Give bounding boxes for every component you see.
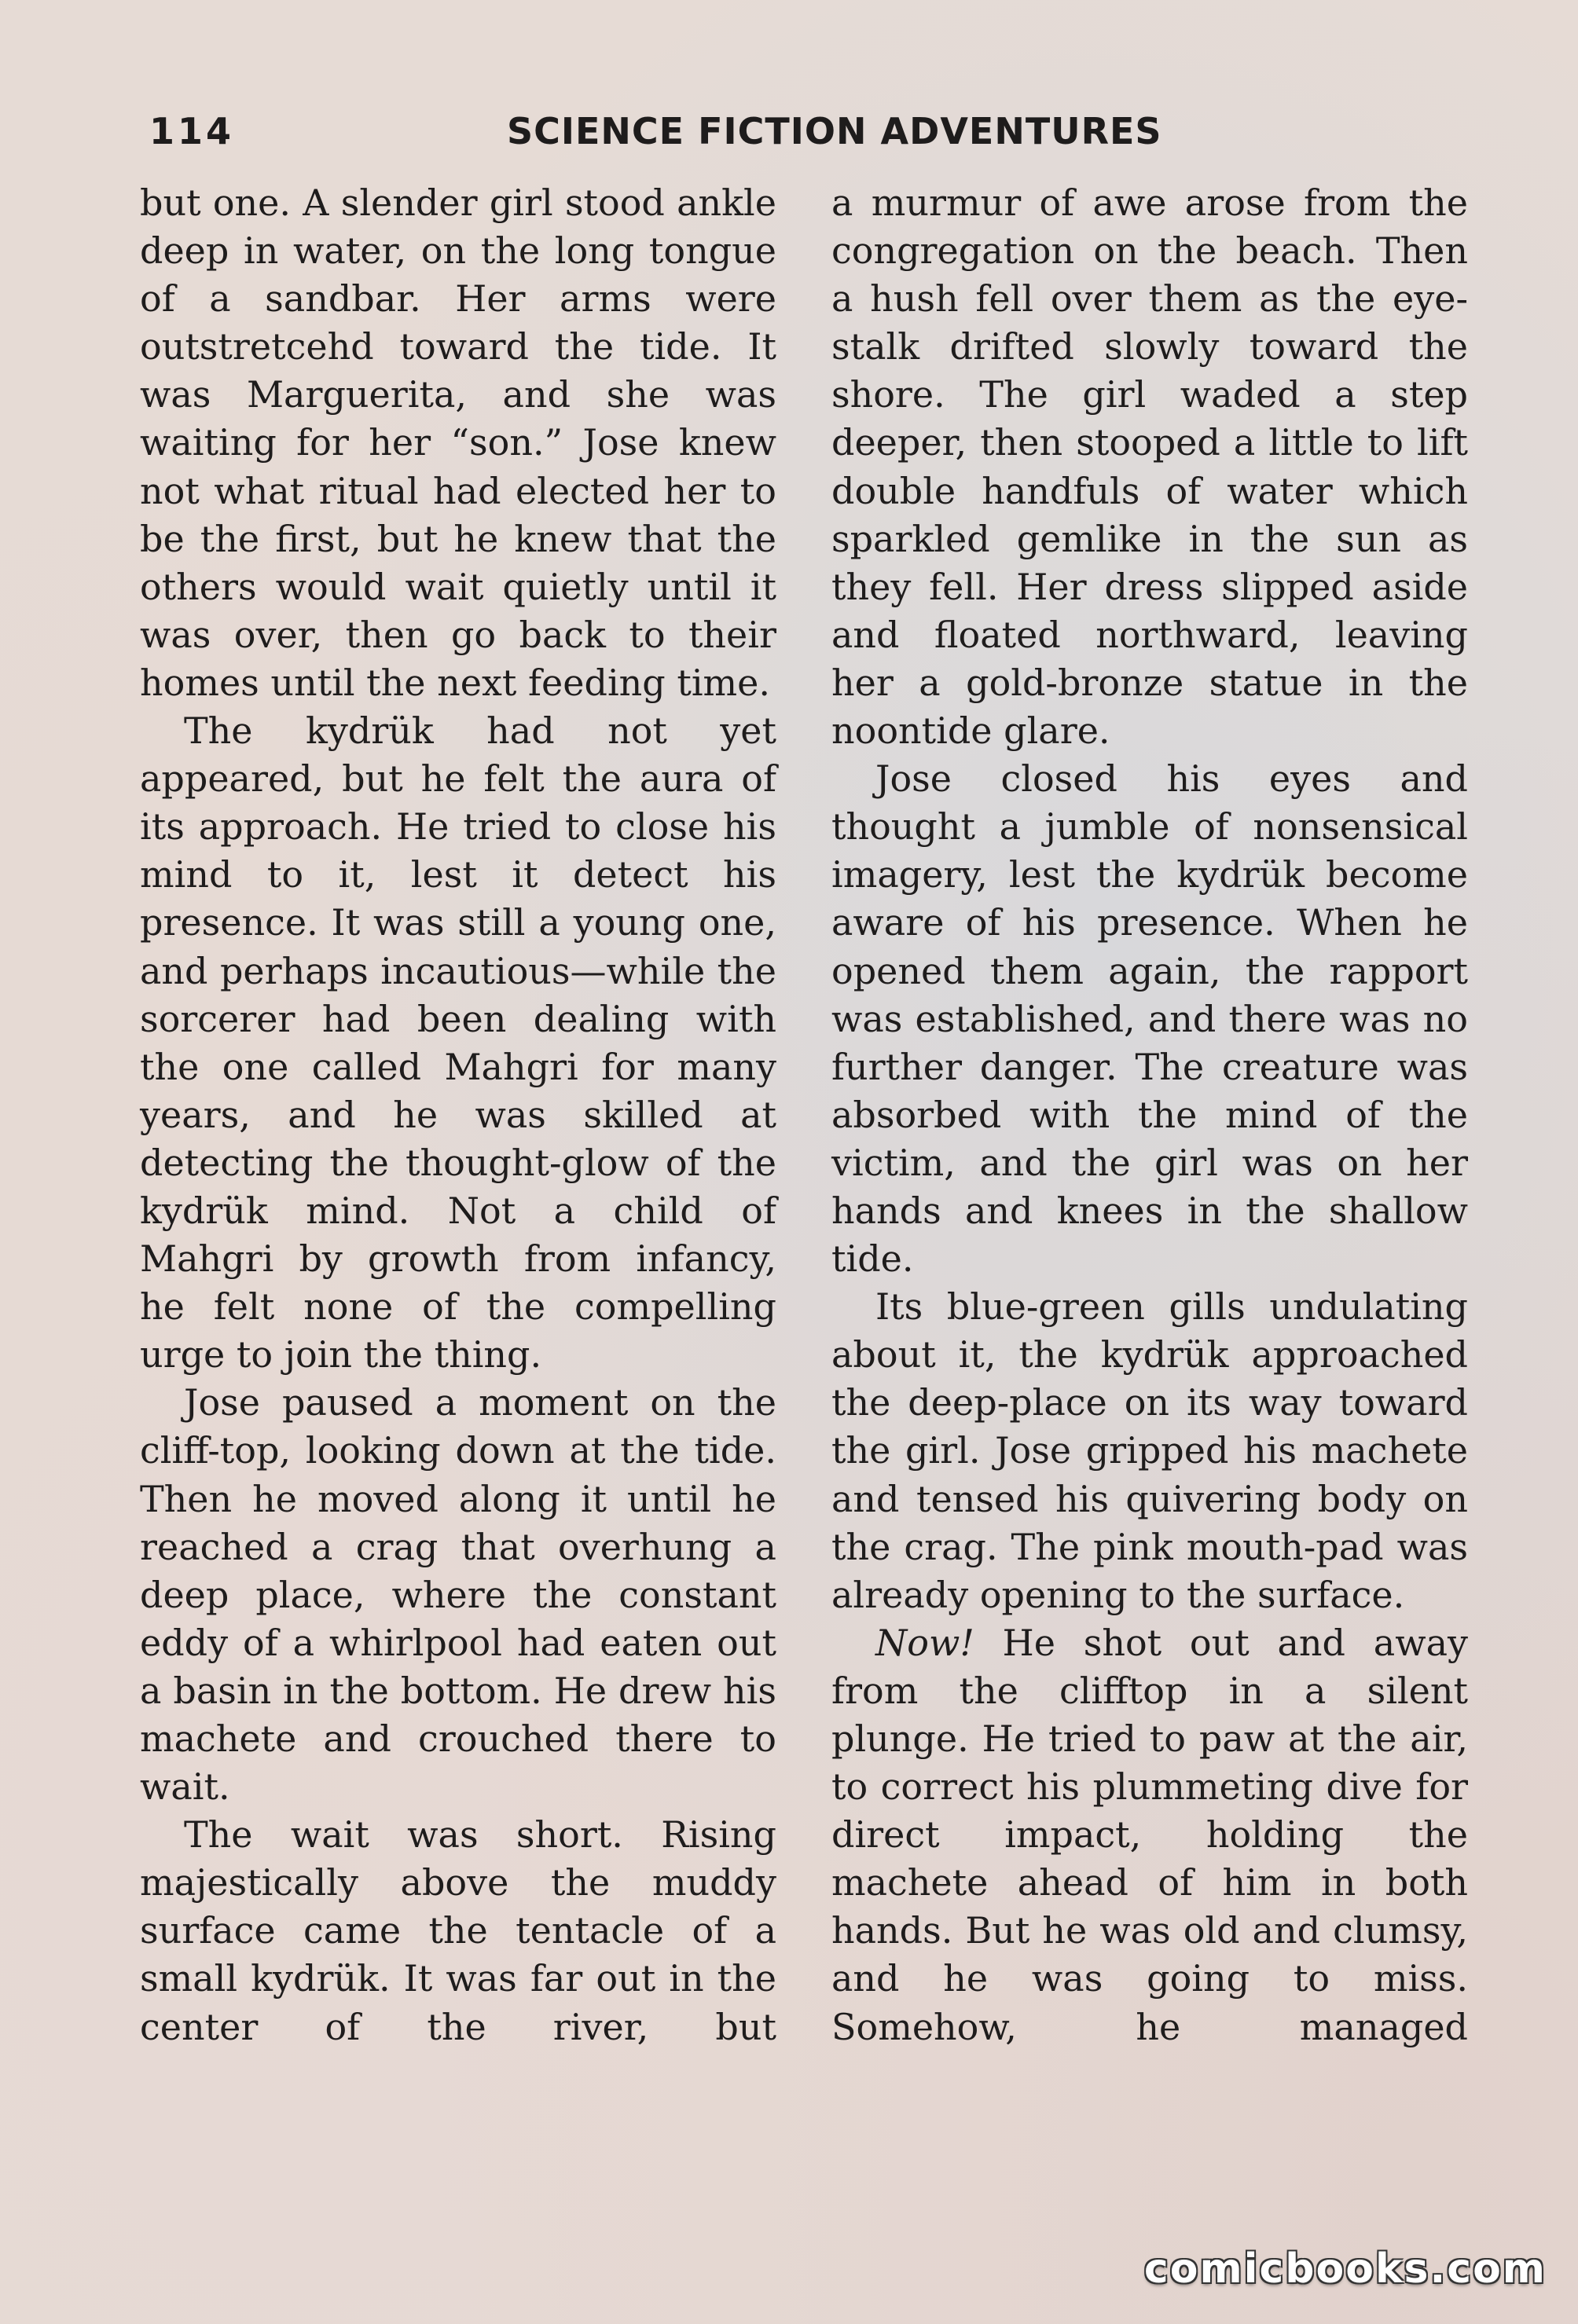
paragraph: but one. A slender girl stood ankle deep in water, on the long tongue of a sandbar. Her arms were outstretcehd toward the tide. It was Marguerita, and she was waiting for her “son.” Jose knew not what ritual had elected her to be the first, but he knew that the others would wait quietly until it was over, then go back to their homes until the next feeding time.: [140, 181, 776, 704]
page-number: 114: [149, 110, 235, 152]
paragraph: Its blue-green gills undulating about it, the kydrük approached the deep-place on its way toward the girl. Jose gripped his machete and tensed his quivering body on the crag. The pink mouth-pad was already opening to the surface.: [831, 1285, 1468, 1616]
paragraph: Jose paused a moment on the cliff-top, looking down at the tide. Then he moved along it until he reached a crag that overhung a deep place, where the constant eddy of a whirlpool had eaten out a basin in the bottom. He drew his machete and crouched there to wait.: [140, 1381, 776, 1809]
paragraph: [831, 1619, 1468, 2051]
left-column: [140, 179, 776, 2051]
watermark-logo: comicbooks.com: [1143, 2245, 1547, 2293]
emphasis-text: Now!: [875, 1621, 974, 1664]
paragraph-text: He shot out and away from the clifftop in a silent plunge. He tried to paw at the air, to correct his plummeting dive for direct impact, holding the machete ahead of him in both hands. But he was old and clumsy, and he was going to miss. Somehow, he managed: [831, 1621, 1468, 2048]
paragraph: a murmur of awe arose from the congregation on the beach. Then a hush fell over them as the eye-stalk drifted slowly toward the shore. The girl waded a step deeper, then stooped a little to lift double handfuls of water which sparkled gemlike in the sun as they fell. Her dress slipped aside and floated northward, leaving her a gold-bronze statue in the noontide glare.: [831, 181, 1468, 753]
page-header: [149, 110, 1438, 165]
paragraph: The kydrük had not yet appeared, but he felt the aura of its approach. He tried to close his mind to it, lest it detect his presence. It was still a young one, and perhaps incautious—while the sorcerer had been dealing with the one called Mahgri for many years, and he was skilled at detecting the thought-glow of the kydrük mind. Not a child of Mahgri by growth from infancy, he felt none of the compelling urge to join the thing.: [140, 709, 776, 1376]
paragraph: Jose closed his eyes and thought a jumble of nonsensical imagery, lest the kydrük become aware of his presence. When he opened them again, the rapport was established, and there was no further danger. The creature was absorbed with the mind of the victim, and the girl was on her hands and knees in the shallow tide.: [831, 757, 1468, 1281]
right-column: [831, 179, 1468, 2051]
running-title: SCIENCE FICTION ADVENTURES: [507, 110, 1162, 152]
paragraph: The wait was short. Rising majestically above the muddy surface came the tentacle of a small kydrük. It was far out in the center of the river, but: [140, 1813, 776, 2048]
